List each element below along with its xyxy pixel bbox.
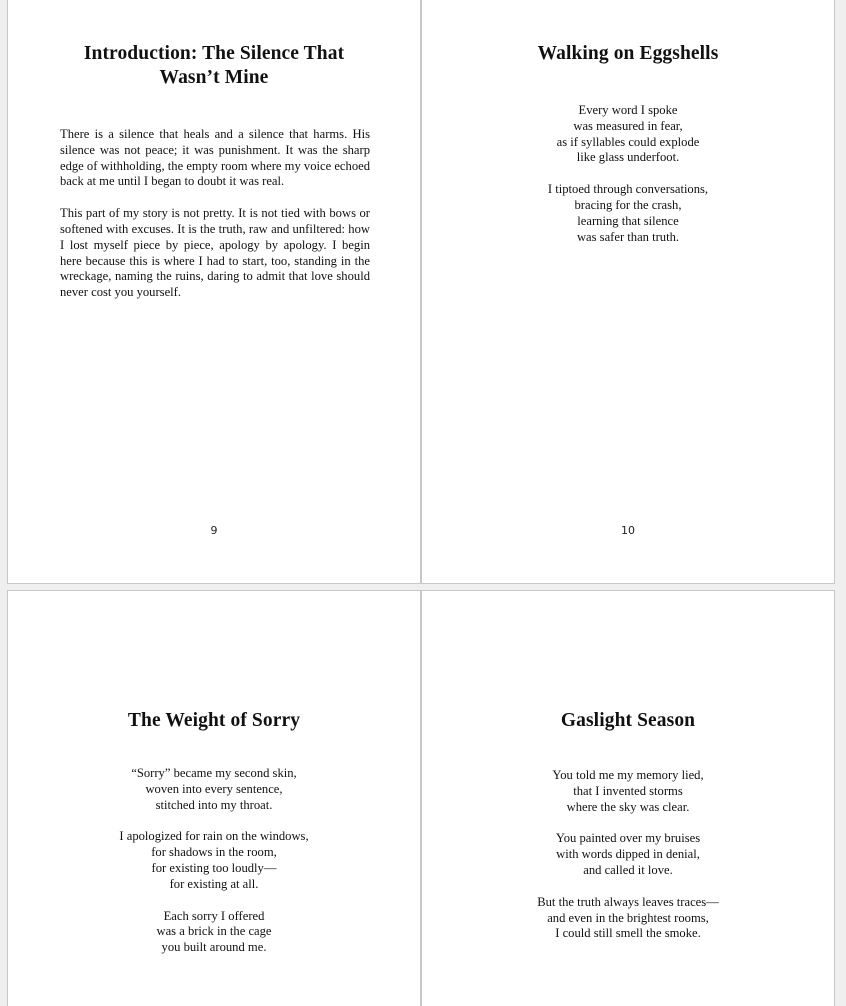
- poem-line: was a brick in the cage: [156, 924, 272, 939]
- stanza: [442, 182, 814, 245]
- page-10: [421, 0, 835, 584]
- poem-line: that I invented storms: [573, 783, 683, 798]
- poem-line: woven into every sentence,: [145, 781, 283, 796]
- stanza: [28, 909, 400, 956]
- poem-line: But the truth always leaves traces—: [537, 894, 719, 909]
- poem-line: Every word I spoke: [578, 103, 678, 117]
- stanza: [442, 895, 814, 942]
- page-9: [7, 0, 421, 584]
- stanza: [442, 831, 814, 878]
- poem-title: Walking on Eggshells: [537, 43, 719, 64]
- poem-line: and called it love.: [583, 862, 673, 877]
- poem-line: with words dipped in denial,: [556, 847, 700, 862]
- stanza: [28, 766, 400, 813]
- poem-line: You painted over my bruises: [555, 831, 701, 846]
- poem: [442, 103, 814, 261]
- poem-line: for existing too loudly—: [151, 860, 277, 875]
- poem-line: for shadows in the room,: [151, 845, 277, 860]
- heading-line: Wasn’t Mine: [159, 67, 269, 88]
- stanza: [442, 768, 814, 815]
- poem-line: for existing at all.: [169, 876, 259, 891]
- page-12: [421, 590, 835, 1006]
- page-number: 10: [621, 524, 635, 537]
- poem: [442, 768, 814, 958]
- poem-line: bracing for the crash,: [574, 197, 682, 212]
- poem-line: I apologized for rain on the windows,: [119, 829, 309, 844]
- poem-line: where the sky was clear.: [566, 799, 690, 814]
- poem-line: and even in the brightest rooms,: [547, 910, 709, 925]
- intro-text: [60, 127, 370, 317]
- poem-line: You told me my memory lied,: [552, 768, 704, 782]
- poem-line: as if syllables could explode: [556, 134, 700, 149]
- poem-line: was safer than truth.: [576, 229, 680, 244]
- poem-line: you built around me.: [161, 940, 267, 955]
- paragraph: There is a silence that heals and a silence that harms. His silence was not peace; it was punishment. It was the sharp edge of withholding, the empty room where my voice echoed back at me until I began to doubt it was real.: [60, 127, 370, 189]
- poem-line: I could still smell the smoke.: [555, 926, 701, 941]
- poem: [28, 766, 400, 972]
- poem-title: The Weight of Sorry: [127, 710, 301, 731]
- poem-line: like glass underfoot.: [576, 150, 680, 165]
- page-11: [7, 590, 421, 1006]
- poem-line: Each sorry I offered: [163, 908, 265, 923]
- poem-line: I tiptoed through conversations,: [547, 182, 709, 197]
- page-number: 9: [210, 524, 218, 537]
- poem-line: was measured in fear,: [573, 118, 683, 133]
- poem-line: “Sorry” became my second skin,: [131, 766, 297, 780]
- stanza: [28, 829, 400, 892]
- stanza: [442, 103, 814, 166]
- poem-title: Gaslight Season: [560, 710, 696, 731]
- chapter-heading: [48, 42, 380, 90]
- poem-line: learning that silence: [577, 213, 679, 228]
- heading-line: Introduction: The Silence That: [83, 43, 345, 64]
- poem-line: stitched into my throat.: [155, 797, 273, 812]
- paragraph: This part of my story is not pretty. It is not tied with bows or softened with excuses. It is the truth, raw and unfiltered: how I lost myself piece by piece, apology by apology. I begin here because this is where I had to start, too, standing in the wreckage, naming the ruins, daring to admit that love should never cost you yourself.: [60, 206, 370, 300]
